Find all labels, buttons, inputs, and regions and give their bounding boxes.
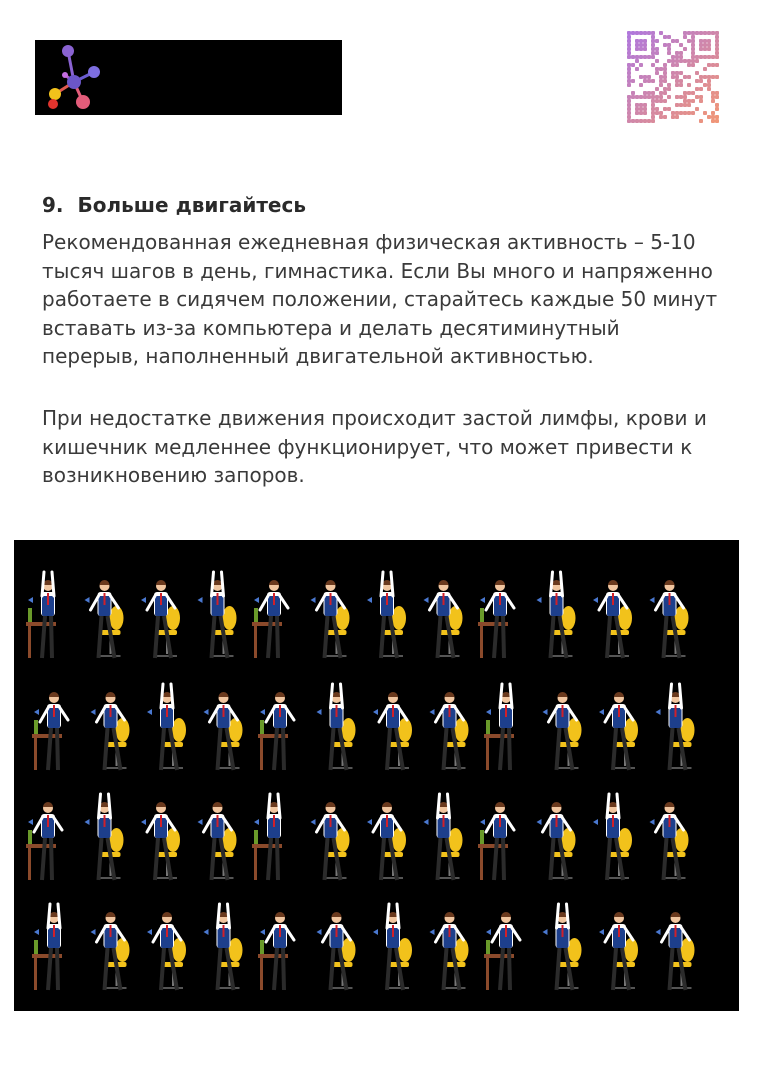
paragraph-activity: Рекомендованная ежедневная физическая активность – 5-10 тысяч шагов в день, гимнастика. Если Вы много и напряженно работаете в сидячем положении, старайтесь каждые 50 минут вставать из-за компьютера и делать десятиминутный перерыв, наполненный двигательной активностью. [42, 230, 718, 369]
exercise-figure [593, 794, 632, 880]
exercise-figure [198, 802, 237, 880]
section-title: Больше двигайтесь [77, 193, 307, 217]
exercise-figure [656, 912, 695, 990]
exercise-figure [147, 912, 186, 990]
exercise-figure [478, 580, 514, 658]
exercise-figure [537, 802, 576, 880]
exercise-figure [537, 572, 576, 658]
exercise-figure [424, 580, 463, 658]
exercise-figure [430, 912, 469, 990]
exercise-figure [373, 904, 412, 990]
exercise-figure [424, 794, 463, 880]
exercise-figure [367, 572, 406, 658]
exercise-figure [204, 904, 243, 990]
exercise-figure [252, 580, 288, 658]
exercise-figure [311, 580, 350, 658]
exercise-figure [311, 802, 350, 880]
exercise-figure [26, 572, 56, 658]
office-exercises-illustration [14, 540, 739, 1011]
molecule-logo-icon [41, 42, 111, 114]
exercise-figure [599, 692, 638, 770]
exercise-figure [85, 580, 124, 658]
exercise-figure [656, 684, 695, 770]
exercise-figure [650, 802, 689, 880]
exercise-figure [373, 692, 412, 770]
exercise-figure [430, 692, 469, 770]
section-number: 9. [42, 193, 64, 217]
logo-banner [35, 40, 342, 115]
exercise-figure [91, 912, 130, 990]
exercise-figure [367, 802, 406, 880]
exercise-figure [650, 580, 689, 658]
exercise-figure [252, 794, 282, 880]
exercise-figure [32, 904, 62, 990]
exercise-figure [141, 802, 180, 880]
exercise-figure [543, 692, 582, 770]
exercise-figure [478, 802, 514, 880]
exercise-figure [147, 684, 186, 770]
exercise-figure [26, 802, 62, 880]
exercise-figure [543, 904, 582, 990]
section-heading [42, 193, 306, 217]
exercise-figure [91, 692, 130, 770]
exercise-figure [484, 684, 514, 770]
exercise-figure [258, 692, 294, 770]
paragraph-stagnation: При недостатке движения происходит застой лимфы, крови и кишечник медленнее функционирует, что может привести к возникновению запоров. [42, 406, 707, 488]
qr-code-icon [627, 31, 719, 123]
exercise-figure [85, 794, 124, 880]
exercise-figure [258, 912, 294, 990]
exercise-figure [593, 580, 632, 658]
exercise-figure [317, 684, 356, 770]
exercise-figure [32, 692, 68, 770]
exercise-figure [599, 912, 638, 990]
exercise-figure [204, 692, 243, 770]
exercise-figure [141, 580, 180, 658]
exercise-figure [198, 572, 237, 658]
exercise-figure [484, 912, 520, 990]
exercise-figure [317, 912, 356, 990]
